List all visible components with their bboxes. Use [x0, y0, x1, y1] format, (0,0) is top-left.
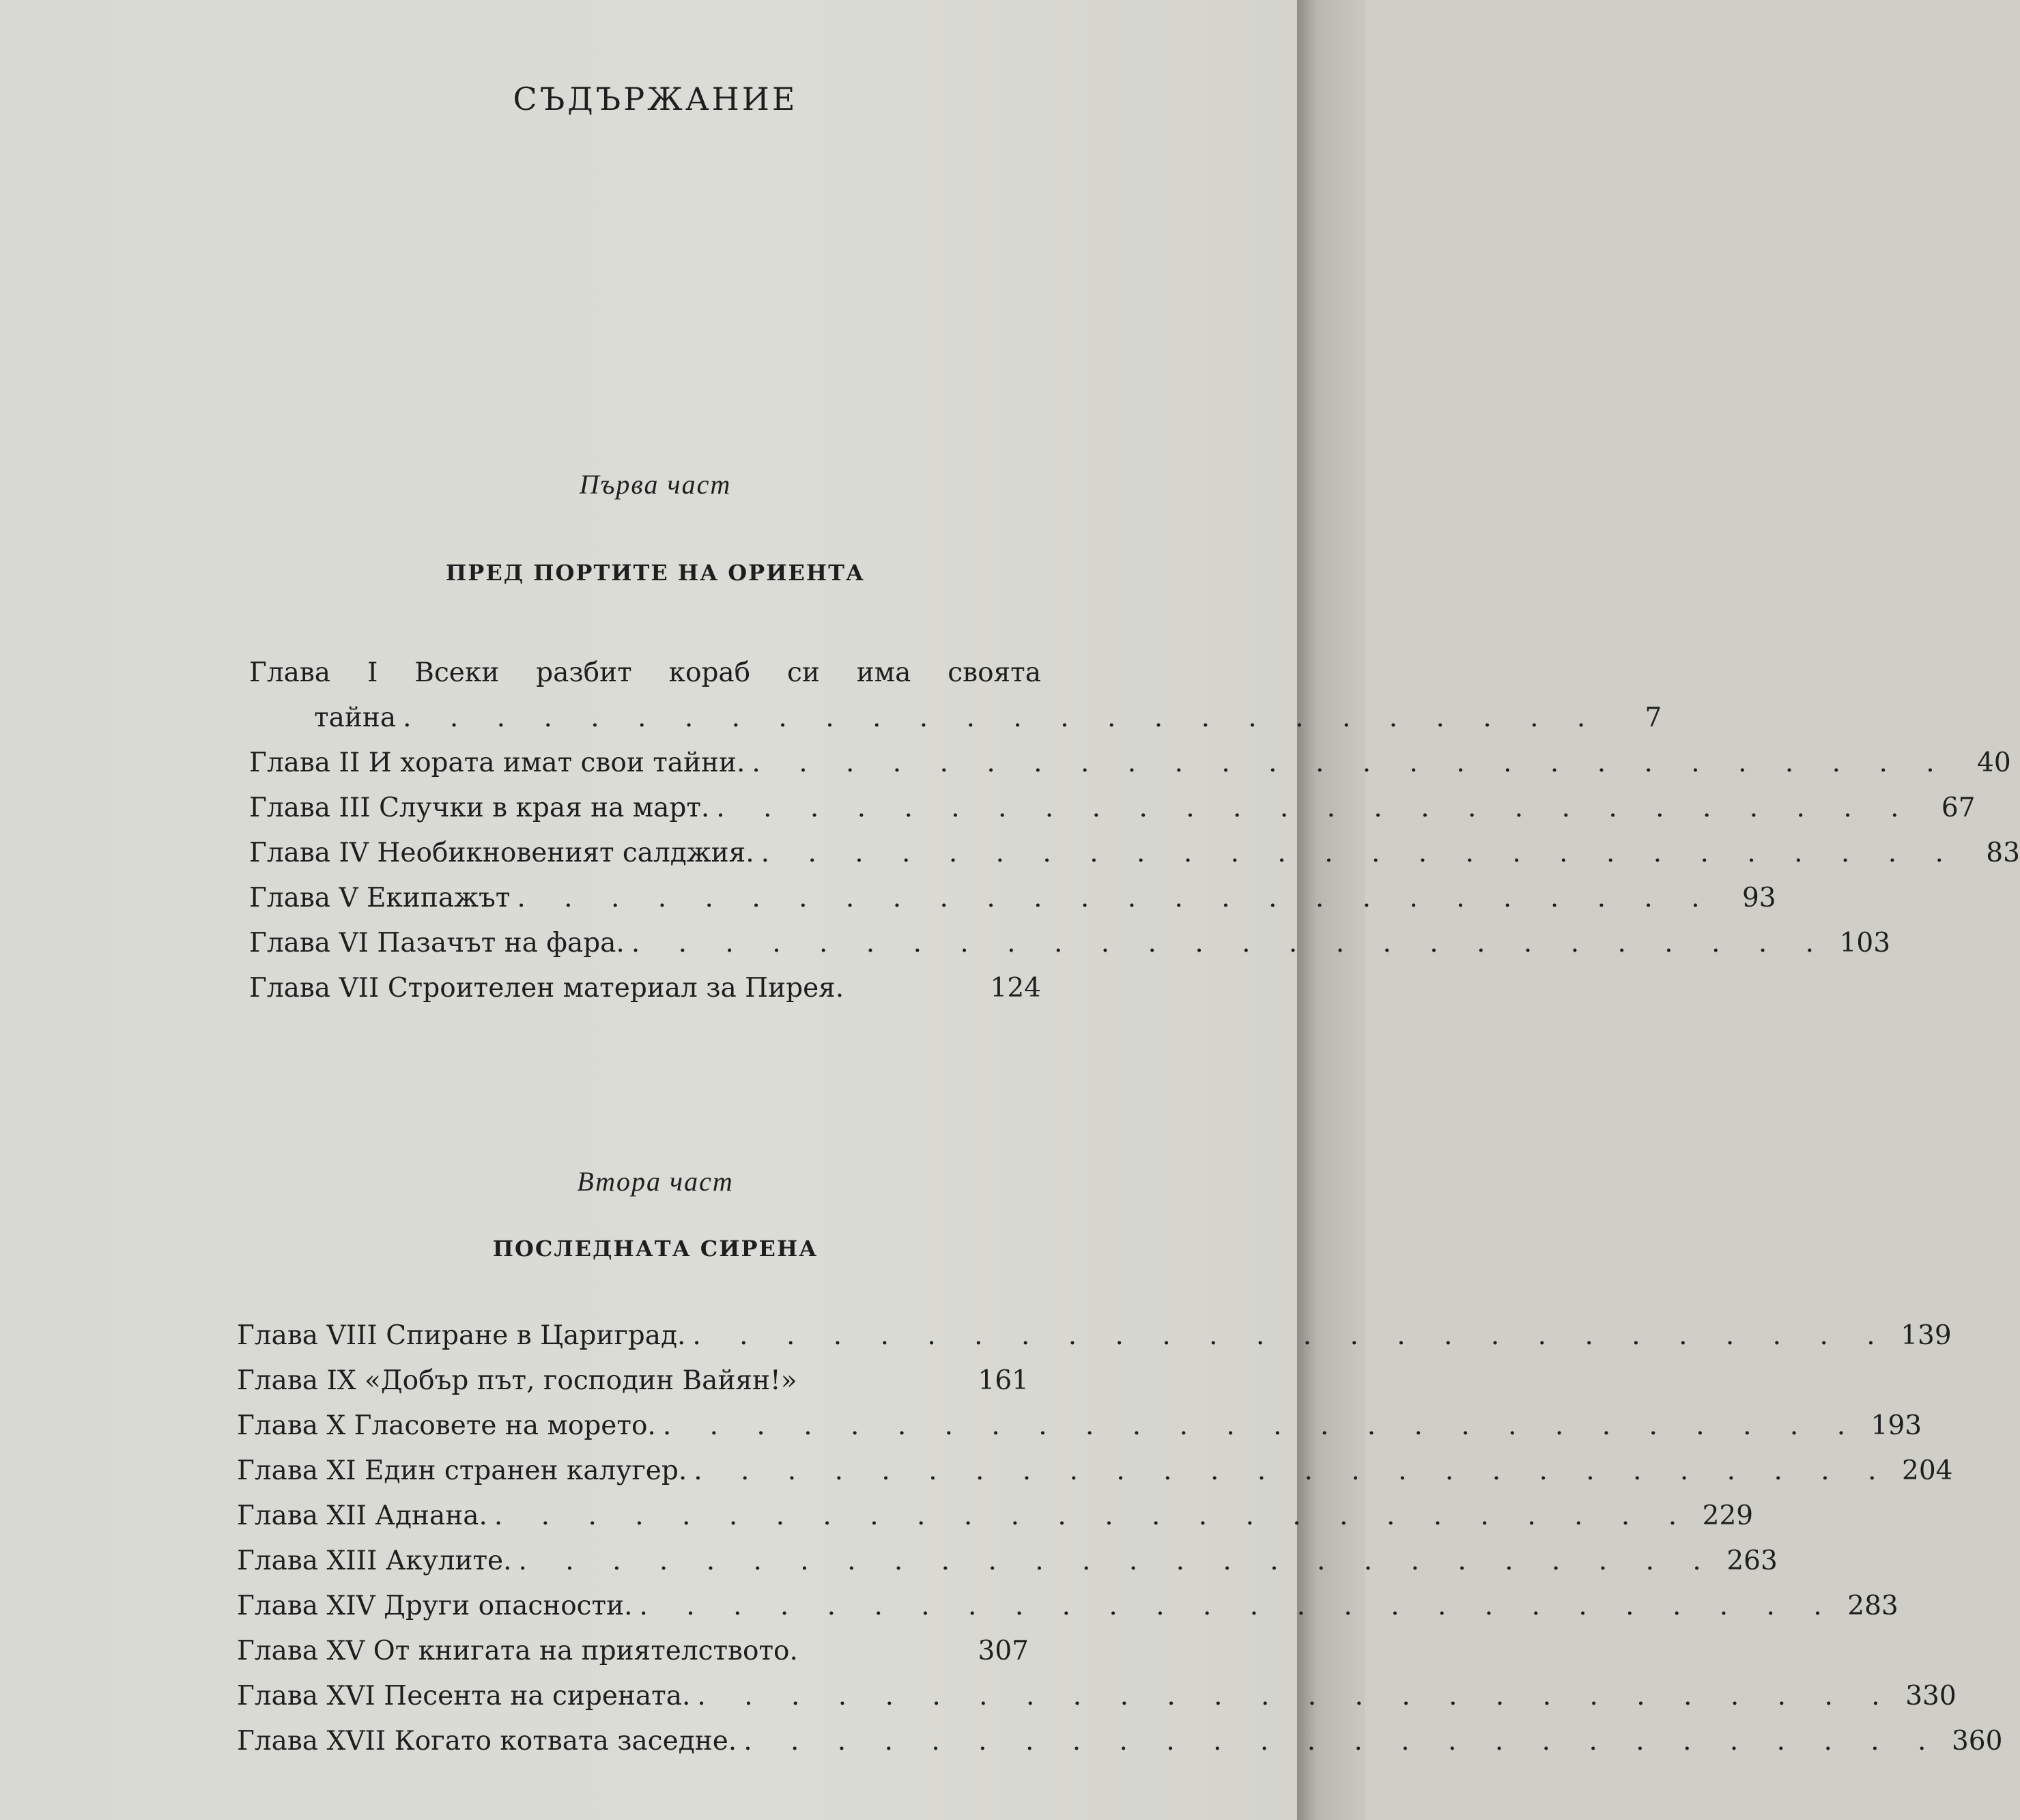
page-title: СЪДЪРЖАНИЕ — [513, 81, 798, 117]
toc-entry-text: Глава XVII Когато котвата заседне. — [237, 1726, 737, 1757]
toc-entry-text: Глава II И хората имат свои тайни. — [249, 748, 745, 778]
toc-entry-text: Глава XV От книгата на приятелството. — [237, 1636, 798, 1666]
part-label-1: Първа част — [579, 469, 732, 500]
part-label-2: Втора част — [577, 1166, 734, 1197]
toc-entry — [249, 741, 2011, 786]
toc-entry — [237, 1629, 1029, 1674]
part-title-1: ПРЕД ПОРТИТЕ НА ОРИЕНТА — [446, 560, 865, 586]
dot-leader: . . . . . . . . . . . . . . . . . . . . . . . . . . — [694, 1455, 1892, 1486]
toc-entry-line2 — [249, 696, 1662, 741]
dot-leader: . . . . . . . . . . . . . . . . . . . . . . . . . . — [743, 1726, 1941, 1757]
toc-entry — [249, 921, 1891, 966]
page-number: 263 — [1726, 1546, 1778, 1576]
toc-entry-text-line2: тайна — [314, 702, 397, 733]
toc-entry — [237, 1584, 1898, 1629]
dot-leader: . . . . . . . . . . . . . . . . . . . . . . . . . . — [517, 883, 1715, 913]
page-number: 67 — [1941, 793, 1976, 823]
dot-leader: . . . . . . . . . . . . . . . . . . . . . . . . . . — [639, 1591, 1837, 1621]
page-number: 204 — [1902, 1455, 1953, 1486]
toc-entry — [237, 1313, 1952, 1359]
page-number: 40 — [1977, 748, 2011, 778]
toc-entry-text: Глава IX «Добър път, господин Вайян!» — [237, 1365, 797, 1396]
dot-leader: . . . . . . . . . . . . . . . . . . . . . . . . . . — [760, 838, 1959, 868]
dot-leader: . . . . . . . . . . . . . . . . . . . . . . . . . . — [697, 1681, 1895, 1711]
page-number: 283 — [1847, 1591, 1898, 1621]
toc-entry-text: Глава XVI Песента на сирената. — [237, 1681, 691, 1711]
dot-leader: . . . . . . . . . . . . . . . . . . . . . . . . . . — [518, 1546, 1716, 1576]
toc-entry — [249, 876, 1776, 921]
dot-leader: . . . . . . . . . . . . . . . . . . . . . . . . . . — [631, 928, 1830, 958]
page-number: 307 — [978, 1636, 1029, 1666]
page-number: 124 — [990, 973, 1041, 1004]
toc-entry — [237, 1449, 1953, 1494]
toc-entry-text: Глава VIII Спиране в Цариград. — [237, 1320, 686, 1351]
toc-entry-text-line1: Глава I Всеки разбит кораб си има своята — [249, 657, 1041, 688]
page-number: 161 — [978, 1365, 1029, 1396]
dot-leader: . . . . . . . . . . . . . . . . . . . . . . . . . . — [716, 793, 1914, 823]
toc-entry — [249, 966, 1041, 1011]
page-number: 103 — [1839, 928, 1891, 958]
toc-entry-text: Глава VII Строителен материал за Пирея. — [249, 973, 844, 1004]
toc-entry — [249, 786, 1976, 831]
dot-leader: . . . . . . . . . . . . . . . . . . . . . . . . . . — [494, 1501, 1692, 1531]
toc-entry-text: Глава XIII Акулите. — [237, 1546, 512, 1576]
toc-entry-text: Глава III Случки в края на март. — [249, 793, 710, 823]
toc-entry-text: Глава XIV Други опасности. — [237, 1591, 633, 1621]
dot-leader: . . . . . . . . . . . . . . . . . . . . . . . . . . — [692, 1320, 1890, 1351]
page-number: 83 — [1986, 838, 2020, 868]
toc-entry — [249, 831, 2020, 876]
toc-entry-text: Глава IV Необикновеният салджия. — [249, 838, 754, 868]
toc-entry — [249, 651, 1662, 741]
page-number: 360 — [1951, 1726, 2003, 1757]
toc-entry — [237, 1674, 1957, 1719]
toc-entry — [237, 1404, 1922, 1449]
page-number: 93 — [1741, 883, 1776, 913]
page-number: 7 — [1645, 702, 1662, 733]
toc-entry — [237, 1494, 1754, 1539]
dot-leader: . . . . . . . . . . . . . . . . . . . . . . . . . . — [403, 702, 1601, 733]
toc-entry-text: Глава V Екипажът — [249, 883, 511, 913]
page-number: 229 — [1702, 1501, 1754, 1531]
toc-part-2 — [237, 1313, 2003, 1764]
toc-entry-text: Глава X Гласовете на морето. — [237, 1410, 656, 1441]
page-number: 330 — [1905, 1681, 1957, 1711]
toc-entry-text: Глава VI Пазачът на фара. — [249, 928, 625, 958]
page-number: 193 — [1870, 1410, 1922, 1441]
dot-leader: . . . . . . . . . . . . . . . . . . . . . . . . . . — [752, 748, 1950, 778]
toc-entry — [237, 1539, 1778, 1584]
toc-entry — [237, 1719, 2003, 1764]
page-number: 139 — [1901, 1320, 1952, 1351]
dot-leader: . . . . . . . . . . . . . . . . . . . . . . . . . . — [662, 1410, 1861, 1441]
toc-entry — [237, 1359, 1029, 1404]
part-title-2: ПОСЛЕДНАТА СИРЕНА — [492, 1236, 819, 1262]
toc-entry-text: Глава XI Един странен калугер. — [237, 1455, 687, 1486]
toc-entry-text: Глава XII Аднана. — [237, 1501, 487, 1531]
toc-part-1 — [249, 651, 2020, 1011]
